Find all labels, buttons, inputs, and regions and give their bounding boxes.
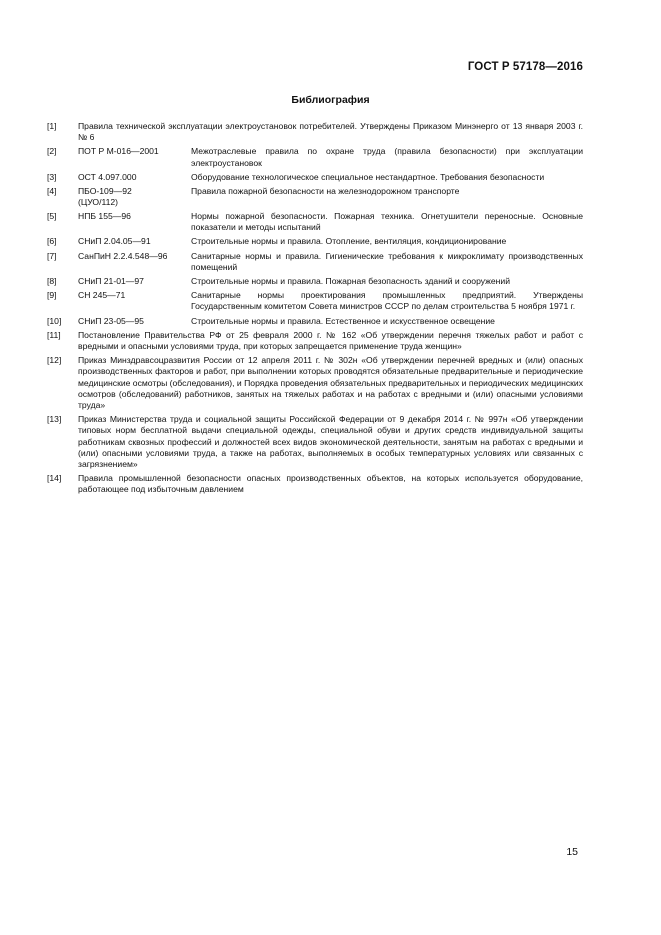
entry-code: СНиП 23-05—95 xyxy=(78,315,144,326)
bib-entry-7 xyxy=(47,251,583,273)
entry-text: Правила пожарной безопасности на железнодорожном транспорте xyxy=(191,186,460,197)
entry-code: СНиП 21-01—97 xyxy=(78,276,144,287)
entry-code: СН 245—71 xyxy=(78,290,126,301)
entry-number: [9] xyxy=(47,290,57,301)
entry-text: Межотраслевые правила по охране труда (правила безопасности) при эксплуатации электроустановок xyxy=(191,146,583,168)
entry-code: СанПиН 2.2.4.548—96 xyxy=(78,250,168,261)
entry-text: Санитарные нормы и правила. Гигиенические требования к микроклимату производственных помещений xyxy=(191,250,583,272)
bib-entry-6 xyxy=(47,236,583,247)
entry-number: [3] xyxy=(47,171,57,182)
entry-number: [14] xyxy=(47,473,62,484)
bib-entry-11 xyxy=(47,330,583,352)
entry-number: [12] xyxy=(47,355,62,366)
bib-entry-8 xyxy=(47,276,583,287)
bibliography-title: Библиография xyxy=(291,94,370,106)
bib-entry-5 xyxy=(47,211,583,233)
entry-text: Постановление Правительства РФ от 25 февраля 2000 г. № 162 «Об утверждении перечня тяжелых работ и работ с вредными и опасными условиями труда, при которых запрещается применение труда женщин» xyxy=(78,329,583,352)
entry-text: Строительные нормы и правила. Естественное и искусственное освещение xyxy=(191,315,495,326)
entry-number: [4] xyxy=(47,186,57,197)
bib-entry-12 xyxy=(47,355,583,411)
bib-entry-4 xyxy=(47,186,583,208)
entry-code: ПОТ Р М-016—2001 xyxy=(78,146,159,157)
entry-text: Строительные нормы и правила. Отопление, вентиляция, кондиционирование xyxy=(191,236,507,247)
entry-text: Приказ Министерства труда и социальной защиты Российской Федерации от 9 декабря 2014 г. № 997н «Об утверждении типовых норм бесплатной выдачи специальной одежды, специальной обуви и других средств индивидуальной защиты работникам сквозных профессий и должностей всех видов экономической деятельности, занятым на работах с вредными и (или) опасными условиями труда, а также на работах, выполняемых в особых температурных условиях или связанных с загрязнением» xyxy=(78,414,583,470)
entry-code: ПБО-109—92 (ЦУО/112) xyxy=(78,186,132,208)
entry-number: [8] xyxy=(47,276,57,287)
entry-number: [11] xyxy=(47,329,61,340)
entry-number: [6] xyxy=(47,236,57,247)
entry-number: [1] xyxy=(47,121,57,131)
entry-number: [5] xyxy=(47,211,57,222)
entry-code: СНиП 2.04.05—91 xyxy=(78,236,151,247)
entry-text: Строительные нормы и правила. Пожарная безопасность зданий и сооружений xyxy=(191,276,511,287)
entry-number: [13] xyxy=(47,414,62,425)
entry-code: НПБ 155—96 xyxy=(78,211,131,222)
entry-text: Нормы пожарной безопасности. Пожарная техника. Огнетушители переносные. Основные показатели и методы испытаний xyxy=(191,211,583,233)
bib-entry-10 xyxy=(47,316,583,327)
entry-number: [7] xyxy=(47,250,57,261)
entry-text: Оборудование технологическое специальное нестандартное. Требования безопасности xyxy=(191,171,545,182)
entry-text: Правила технической эксплуатации электроустановок потребителей. Утверждены Приказом Минэнерго от 13 января 2003 г. № 6 xyxy=(78,121,583,143)
entry-number: [2] xyxy=(47,146,57,157)
bib-entry-2 xyxy=(47,146,583,168)
entry-text: Санитарные нормы проектирования промышленных предприятий. Утверждены Государственным комитетом Совета министров СССР по делам строительства 5 ноября 1971 г. xyxy=(191,290,583,312)
entry-text: Правила промышленной безопасности опасных производственных объектов, на которых используется оборудование, работающее под избыточным давлением xyxy=(78,473,583,495)
bib-entry-13 xyxy=(47,414,583,470)
entry-number: [10] xyxy=(47,315,62,326)
entry-code: ОСТ 4.097.000 xyxy=(78,171,137,182)
bib-entry-3 xyxy=(47,172,583,183)
bibliography-list xyxy=(47,121,583,499)
page-number: 15 xyxy=(566,846,578,858)
bib-entry-9 xyxy=(47,290,583,312)
entry-text: Приказ Минздравсоцразвития России от 12 апреля 2011 г. № 302н «Об утверждении перечней вредных и (или) опасных производственных факторов и работ, при выполнении которых проводятся обязательные предварительные и периодические медицинские осмотры (обследования), и Порядка проведения обязательных предварительных и периодических медицинских осмотров (обследований) работников, занятых на тяжелых работах и на работах с вредными и (или) опасными условиями труда» xyxy=(78,355,583,411)
page-header-doc-code: ГОСТ Р 57178—2016 xyxy=(467,61,583,73)
bib-entry-1 xyxy=(47,121,583,143)
bib-entry-14 xyxy=(47,473,583,495)
